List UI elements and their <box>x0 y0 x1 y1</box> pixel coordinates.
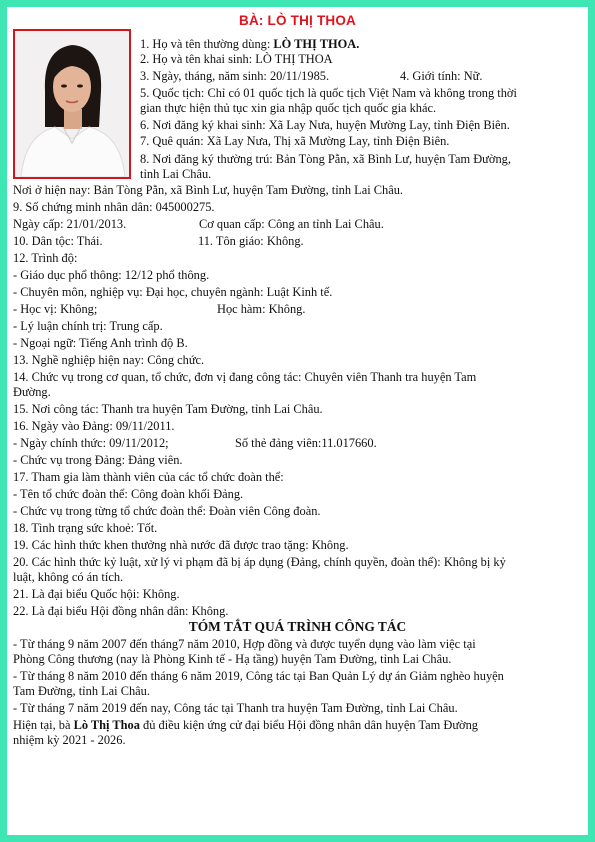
line-id-issuer: Cơ quan cấp: Công an tỉnh Lai Châu. <box>199 217 384 231</box>
line-peoples-council: 22. Là đại biểu Hội đồng nhân dân: Không. <box>13 604 229 618</box>
line-eligibility-2: nhiệm kỳ 2021 - 2026. <box>13 733 126 747</box>
line-awards: 19. Các hình thức khen thưởng nhà nước đã được trao tặng: Không. <box>13 538 349 552</box>
line-id-date: Ngày cấp: 21/01/2013. <box>13 217 127 231</box>
line-nationality-1: 5. Quốc tịch: Chỉ có 01 quốc tịch là quốc tịch Việt Nam và không trong thời <box>140 86 517 100</box>
line-political-theory: - Lý luận chính trị: Trung cấp. <box>13 319 163 333</box>
line-specialty: - Chuyên môn, nghiệp vụ: Đại học, chuyên ngành: Luật Kinh tế. <box>13 285 333 299</box>
summary-title: TÓM TẮT QUÁ TRÌNH CÔNG TÁC <box>188 619 407 634</box>
line-health: 18. Tình trạng sức khoẻ: Tốt. <box>13 521 158 535</box>
line-birth-name: 2. Họ và tên khai sinh: LÒ THỊ THOA <box>140 52 333 66</box>
line-organizations: 17. Tham gia làm thành viên của các tổ chức đoàn thể: <box>13 470 284 484</box>
eligibility-name: Lò Thị Thoa <box>73 718 140 732</box>
eligibility-prefix: Hiện tại, bà <box>13 718 74 732</box>
line-residence-2: tỉnh Lai Châu. <box>140 167 212 181</box>
line-party-official-date: - Ngày chính thức: 09/11/2012; <box>13 436 169 450</box>
line-education-heading: 12. Trình độ: <box>13 251 78 265</box>
line-current-address: Nơi ở hiện nay: Bản Tòng Pằn, xã Bình Lư, huyện Tam Đường, tỉnh Lai Châu. <box>13 183 404 197</box>
line-eligibility-1 <box>13 718 478 733</box>
line-id-number: 9. Số chứng minh nhân dân: 045000275. <box>13 200 215 214</box>
line-gender: 4. Giới tính: Nữ. <box>400 69 483 83</box>
line-discipline-1: 20. Các hình thức kỷ luật, xử lý vi phạm đã bị áp dụng (Đảng, chính quyền, đoàn thể): Không bị kỷ <box>13 555 506 569</box>
line-organization-name: - Tên tổ chức đoàn thể: Công đoàn khối Đảng. <box>13 487 244 501</box>
line-party-card-number: Số thẻ đảng viên:11.017660. <box>235 436 377 450</box>
line-religion: 11. Tôn giáo: Không. <box>198 234 304 248</box>
line-degree: - Học vị: Không; <box>13 302 98 316</box>
line-career-1a: - Từ tháng 9 năm 2007 đến tháng7 năm 2010, Hợp đồng và được tuyển dụng vào làm việc tại <box>13 637 476 651</box>
line-organization-role: - Chức vụ trong từng tổ chức đoàn thể: Đoàn viên Công đoàn. <box>13 504 321 518</box>
candidate-title: BÀ: LÒ THỊ THOA <box>239 13 356 28</box>
line-position-1: 14. Chức vụ trong cơ quan, tổ chức, đơn vị đang công tác: Chuyên viên Thanh tra huyện Tam <box>13 370 477 384</box>
line-birthplace: 6. Nơi đăng ký khai sinh: Xã Lay Nưa, huyện Mường Lay, tỉnh Điện Biên. <box>140 118 510 132</box>
line-party-position: - Chức vụ trong Đảng: Đảng viên. <box>13 453 183 467</box>
line-career-3: - Từ tháng 7 năm 2019 đến nay, Công tác tại Thanh tra huyện Tam Đường, tỉnh Lai Châu. <box>13 701 458 715</box>
line-general-education: - Giáo dục phổ thông: 12/12 phổ thông. <box>13 268 210 282</box>
portrait-photo <box>13 29 131 179</box>
line-national-assembly: 21. Là đại biểu Quốc hội: Không. <box>13 587 180 601</box>
line-dob: 3. Ngày, tháng, năm sinh: 20/11/1985. <box>140 69 330 83</box>
line-career-2a: - Từ tháng 8 năm 2010 đến tháng 6 năm 2019, Công tác tại Ban Quản Lý dự án Giảm nghèo huyện <box>13 669 504 683</box>
line-academic-title: Học hàm: Không. <box>217 302 306 316</box>
document-page <box>7 7 588 835</box>
label-common-name: 1. Họ và tên thường dùng: <box>140 37 274 51</box>
line-discipline-2: luật, không có án tích. <box>13 570 124 584</box>
line-common-name <box>140 37 359 52</box>
eligibility-suffix: đủ điều kiện ứng cử đại biểu Hội đồng nhân dân huyện Tam Đường <box>139 718 478 732</box>
value-common-name: LÒ THỊ THOA. <box>273 37 360 51</box>
line-nationality-2: gian thực hiện thủ tục xin gia nhập quốc tịch quốc gia khác. <box>140 101 437 115</box>
line-career-2b: Tam Đường, tỉnh Lai Châu. <box>13 684 150 698</box>
line-position-2: Đường. <box>13 385 51 399</box>
line-workplace: 15. Nơi công tác: Thanh tra huyện Tam Đường, tỉnh Lai Châu. <box>13 402 323 416</box>
line-ethnicity: 10. Dân tộc: Thái. <box>13 234 103 248</box>
line-occupation: 13. Nghề nghiệp hiện nay: Công chức. <box>13 353 205 367</box>
line-party-join-date: 16. Ngày vào Đảng: 09/11/2011. <box>13 419 175 433</box>
line-career-1b: Phòng Công thương (nay là Phòng Kinh tế - Hạ tầng) huyện Tam Đường, tỉnh Lai Châu. <box>13 652 452 666</box>
line-hometown: 7. Quê quán: Xã Lay Nưa, Thị xã Mường Lay, tỉnh Điện Biên. <box>140 134 450 148</box>
line-foreign-language: - Ngoại ngữ: Tiếng Anh trình độ B. <box>13 336 188 350</box>
line-residence-1: 8. Nơi đăng ký thường trú: Bản Tòng Pằn, xã Bình Lư, huyện Tam Đường, <box>140 152 511 166</box>
